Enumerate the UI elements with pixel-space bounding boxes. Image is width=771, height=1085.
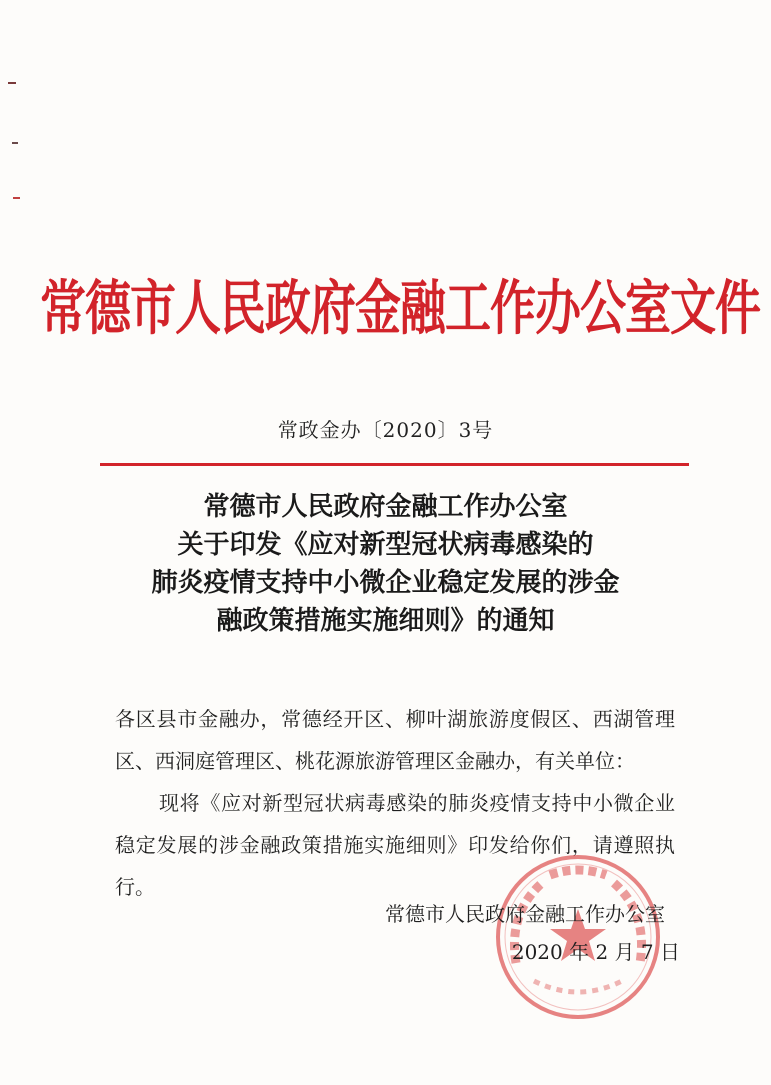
signer-name: 常德市人民政府金融工作办公室 xyxy=(385,902,665,926)
issue-date: 2020 年 2 月 7 日 xyxy=(511,940,680,964)
notice-title-line: 关于印发《应对新型冠状病毒感染的 xyxy=(177,530,594,560)
scan-mark xyxy=(8,82,16,84)
notice-title-line: 融政策措施实施细则》的通知 xyxy=(216,606,555,636)
red-divider-line xyxy=(100,463,689,466)
recipients-paragraph: 各区县市金融办，常德经开区、柳叶湖旅游度假区、西湖管理区、西洞庭管理区、桃花源旅游管理区金融办，有关单位： xyxy=(115,707,675,773)
document-header-title: 常德市人民政府金融工作办公室文件 xyxy=(40,273,760,343)
scan-mark xyxy=(13,197,20,199)
document-number: 常政金办〔2020〕3号 xyxy=(277,418,494,442)
body-paragraph: 现将《应对新型冠状病毒感染的肺炎疫情支持中小微企业稳定发展的涉金融政策措施实施细则》印发给你们，请遵照执行。 xyxy=(115,791,675,899)
notice-title xyxy=(60,488,711,640)
notice-title-line: 常德市人民政府金融工作办公室 xyxy=(203,492,568,522)
notice-title-line: 肺炎疫情支持中小微企业稳定发展的涉金 xyxy=(151,568,620,598)
scan-mark xyxy=(12,142,18,144)
